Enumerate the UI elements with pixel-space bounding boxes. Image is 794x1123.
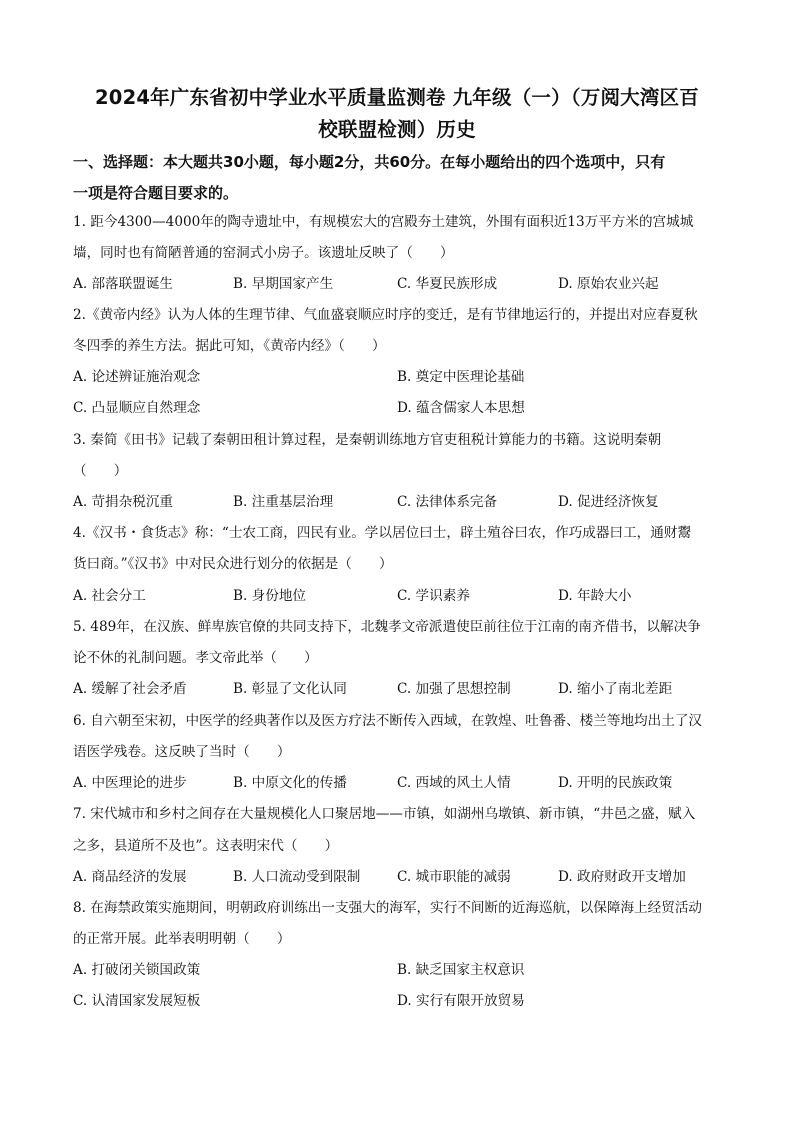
page-title-line-1: 2024年广东省初中学业水平质量监测卷 九年级（一）（万阅大湾区百 — [95, 86, 699, 109]
question-5-option-d[interactable]: D. 缩小了南北差距 — [558, 681, 673, 697]
question-2-stem-line-1: 2.《黄帝内经》认为人体的生理节律、气血盛衰顺应时序的变迁，是有节律地运行的，并提出对应春夏秋 — [73, 307, 698, 323]
question-5-option-c[interactable]: C. 加强了思想控制 — [397, 681, 511, 697]
question-2-option-a[interactable]: A. 论述辨证施治观念 — [73, 369, 201, 385]
question-7-stem-line-1: 7. 宋代城市和乡村之间存在大量规模化人口聚居地——市镇，如湖州乌墩镇、新市镇，“井邑之盛，赋入 — [73, 806, 696, 822]
question-7-options — [73, 868, 733, 886]
question-3-stem-line-2: （ ） — [73, 463, 128, 479]
question-8-option-b[interactable]: B. 缺乏国家主权意识 — [397, 962, 525, 978]
question-3-options — [73, 493, 733, 511]
question-5-option-a[interactable]: A. 缓解了社会矛盾 — [73, 681, 187, 697]
question-6-stem-line-1: 6. 自六朝至宋初，中医学的经典著作以及医方疗法不断传入西域，在敦煌、吐鲁番、楼兰等地均出土了汉 — [73, 713, 703, 729]
question-2-stem-line-2: 冬四季的养生方法。据此可知，《黄帝内经》（ ） — [73, 338, 386, 354]
question-8-option-a[interactable]: A. 打破闭关锁国政策 — [73, 962, 201, 978]
question-6-option-d[interactable]: D. 开明的民族政策 — [558, 775, 673, 791]
question-2-options-row-2 — [73, 399, 733, 417]
question-8-stem-line-1: 8. 在海禁政策实施期间，明朝政府训练出一支强大的海军，实行不间断的近海巡航，以保障海上经贸活动 — [73, 900, 703, 916]
question-5-options — [73, 680, 733, 698]
question-8-options-row-2 — [73, 992, 733, 1010]
question-2-options-row-1 — [73, 368, 733, 386]
question-7-option-d[interactable]: D. 政府财政开支增加 — [558, 869, 686, 885]
question-6-options — [73, 774, 733, 792]
question-2-option-b[interactable]: B. 奠定中医理论基础 — [397, 369, 525, 385]
question-7-option-a[interactable]: A. 商品经济的发展 — [73, 869, 187, 885]
question-1-option-c[interactable]: C. 华夏民族形成 — [397, 276, 498, 292]
question-8-option-c[interactable]: C. 认清国家发展短板 — [73, 993, 201, 1009]
question-3-stem-line-1: 3. 秦简《田书》记载了秦朝田租计算过程，是秦朝训练地方官吏租税计算能力的书籍。这说明秦朝 — [73, 432, 662, 448]
question-7-option-b[interactable]: B. 人口流动受到限制 — [233, 869, 361, 885]
question-1-stem-line-2: 墙，同时也有简陋普通的窑洞式小房子。该遗址反映了（ ） — [73, 245, 454, 261]
question-1-option-b[interactable]: B. 早期国家产生 — [233, 276, 334, 292]
question-7-option-c[interactable]: C. 城市职能的减弱 — [397, 869, 511, 885]
question-2-option-c[interactable]: C. 凸显顺应自然理念 — [73, 400, 201, 416]
question-5-stem-line-1: 5. 489年，在汉族、鲜卑族官僚的共同支持下，北魏孝文帝派遣使臣前往位于江南的南齐借书，以解决争 — [73, 619, 701, 635]
question-4-stem-line-2: 货曰商。”《汉书》中对民众进行划分的依据是（ ） — [73, 556, 393, 572]
question-4-options — [73, 587, 733, 605]
section-instructions-line-1: 一、选择题：本大题共30小题，每小题2分，共60分。在每小题给出的四个选项中，只有 — [73, 153, 666, 171]
question-4-option-c[interactable]: C. 学识素养 — [397, 588, 470, 604]
question-1-option-a[interactable]: A. 部落联盟诞生 — [73, 276, 174, 292]
question-1-stem-line-1: 1. 距今4300—4000年的陶寺遗址中，有规模宏大的宫殿夯土建筑，外围有面积近13万平方米的宫城城 — [73, 214, 694, 230]
question-3-option-c[interactable]: C. 法律体系完备 — [397, 494, 498, 510]
question-8-options-row-1 — [73, 961, 733, 979]
question-1-options — [73, 275, 733, 293]
question-6-option-a[interactable]: A. 中医理论的进步 — [73, 775, 187, 791]
question-2-option-d[interactable]: D. 蕴含儒家人本思想 — [397, 400, 525, 416]
question-4-option-b[interactable]: B. 身份地位 — [233, 588, 307, 604]
question-5-option-b[interactable]: B. 彰显了文化认同 — [233, 681, 347, 697]
page-title-line-2: 校联盟检测）历史 — [318, 118, 476, 141]
question-4-option-a[interactable]: A. 社会分工 — [73, 588, 146, 604]
question-6-option-c[interactable]: C. 西域的风土人情 — [397, 775, 511, 791]
question-3-option-a[interactable]: A. 苛捐杂税沉重 — [73, 494, 174, 510]
question-4-stem-line-1: 4.《汉书・食货志》称：“士农工商，四民有业。学以居位曰士，辟土殖谷曰农，作巧成器曰工，通财鬻 — [73, 525, 692, 541]
question-8-option-d[interactable]: D. 实行有限开放贸易 — [397, 993, 525, 1009]
question-5-stem-line-2: 论不休的礼制问题。孝文帝此举（ ） — [73, 650, 318, 666]
question-3-option-d[interactable]: D. 促进经济恢复 — [558, 494, 659, 510]
question-6-stem-line-2: 语医学残卷。这反映了当时（ ） — [73, 744, 291, 760]
section-instructions-line-2: 一项是符合题目要求的。 — [73, 184, 239, 202]
question-4-option-d[interactable]: D. 年龄大小 — [558, 588, 632, 604]
question-3-option-b[interactable]: B. 注重基层治理 — [233, 494, 334, 510]
question-7-stem-line-2: 之多，县道所不及也”。这表明宋代（ ） — [73, 838, 339, 854]
question-1-option-d[interactable]: D. 原始农业兴起 — [558, 276, 659, 292]
question-6-option-b[interactable]: B. 中原文化的传播 — [233, 775, 347, 791]
question-8-stem-line-2: 的正常开展。此举表明明朝（ ） — [73, 931, 291, 947]
